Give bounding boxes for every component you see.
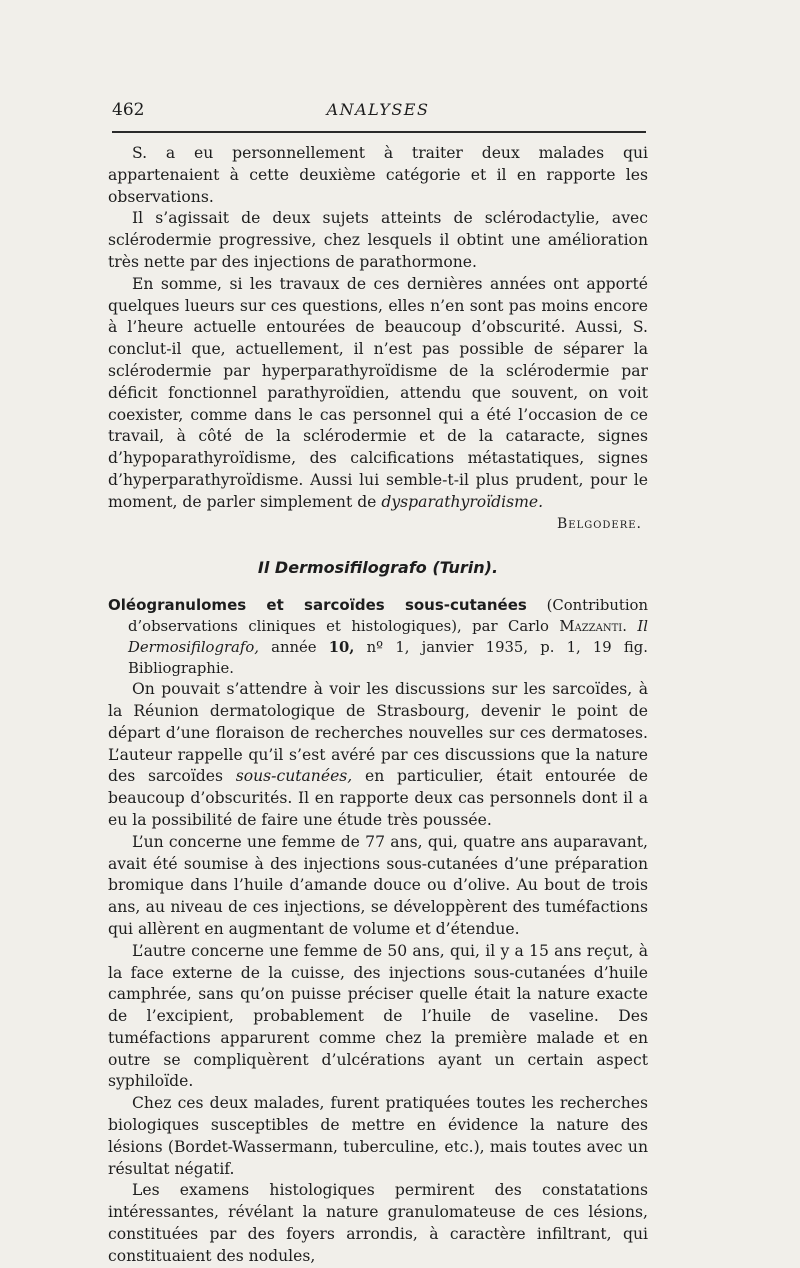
article-body xyxy=(108,143,648,1268)
entry-citation: nº 1, janvier 1935, p. 1, 19 fig. Bibliographie. xyxy=(128,639,648,678)
page-header xyxy=(108,100,648,124)
paragraph xyxy=(108,679,648,832)
paragraph: Les examens histologiques permirent des constatations intéressantes, révélant la nature granulomateuse de ces lésions, constituées par des foyers arrondis, à caractère infiltrant, qui constituaient des nodules, xyxy=(108,1181,648,1265)
paragraph: Chez ces deux malades, furent pratiquées toutes les recherches biologiques susceptibles de mettre en évidence la nature des lésions (Bordet-Wassermann, tuberculine, etc.), mais toutes avec un résultat négatif. xyxy=(108,1094,648,1178)
journal-heading: Il Dermosifilografo (Turin). xyxy=(257,558,499,578)
paragraph: L’autre concerne une femme de 50 ans, qui, il y a 15 ans reçut, à la face externe de la cuisse, des injections sous-cutanées d’huile camphrée, sans qu’on puisse préciser quelle était la nature exacte de l’excipient, probablement de l’huile de vaseline. Des tuméfactions apparurent comme chez la première malade et en outre se compliquèrent d’ulcérations ayant un certain aspect syphiloïde. xyxy=(108,941,648,1091)
entry-year-prefix: année xyxy=(271,639,317,657)
italic-term: sous-cutanées, xyxy=(235,767,353,786)
paragraph-text: On pouvait s’attendre à voir les discussions sur les sarcoïdes, à la Réunion dermatologique de Strasbourg, devenir le point de départ d’une floraison de recherches nouvelles sur ces dermatoses. L’auteur rappelle qu’il s’est avéré par ces discussions que la nature des sarcoïdes xyxy=(108,680,648,786)
running-title: ANALYSES xyxy=(326,100,430,119)
entry-title: Oléogranulomes et sarcoïdes sous-cutanées xyxy=(108,596,527,615)
entry-subtitle: (Contribution d’observations cliniques et histologiques), par Carlo xyxy=(128,597,648,636)
paragraph-text: En somme, si les travaux de ces dernières années ont apporté quelques lueurs sur ces questions, elles n’en sont pas moins encore à l’heure actuelle entourées de beaucoup d’obscurité. Aussi, S. conclut-il que, actuellement, il n’est pas possible de séparer la sclérodermie par hyperparathyroïdisme de la sclérodermie par déficit fonctionnel parathyroïdien, attendu que souvent, on voit coexister, comme dans le cas personnel qui a été l’occasion de ce travail, à côté de la sclérodermie et de la cataracte, signes d’hypoparathyroïdisme, des calcifications métastatiques, signes d’hyperparathyroïdisme. Aussi lui semble-t-il plus prudent, pour le moment, de parler simplement de xyxy=(108,274,648,511)
paragraph: Il s’agissait de deux sujets atteints de sclérodactylie, avec sclérodermie progressive, chez lesquels il obtint une amélioration très nette par des injections de parathormone. xyxy=(108,209,648,271)
paragraph: L’un concerne une femme de 77 ans, qui, quatre ans auparavant, avait été soumise à des injections sous-cutanées d’une préparation bromique dans l’huile d’amande douce ou d’olive. Au bout de trois ans, au niveau de ces injections, se développèrent des tuméfactions qui allèrent en augmentant de volume et d’étendue. xyxy=(108,832,648,938)
entry-journal: Il Dermosifilografo, xyxy=(128,618,648,657)
page-number: 462 xyxy=(112,100,145,120)
paragraph xyxy=(108,274,648,514)
header-rule xyxy=(112,131,646,133)
bibliographic-entry xyxy=(108,595,648,679)
reviewer-signature: Belgodere. xyxy=(556,515,642,532)
italic-term: dysparathyroïdisme. xyxy=(381,492,544,511)
entry-author: Mazzanti. xyxy=(559,618,627,636)
paragraph: S. a eu personnellement à traiter deux malades qui appartenaient à cette deuxième catégorie et il en rapporte les observations. xyxy=(108,144,648,206)
paragraph-text: en particulier, était entourée de beaucoup d’obscurités. Il en rapporte deux cas personnels dont il a eu la possibilité de faire une étude très poussée. xyxy=(108,767,648,829)
entry-year-number: 10, xyxy=(328,639,355,657)
